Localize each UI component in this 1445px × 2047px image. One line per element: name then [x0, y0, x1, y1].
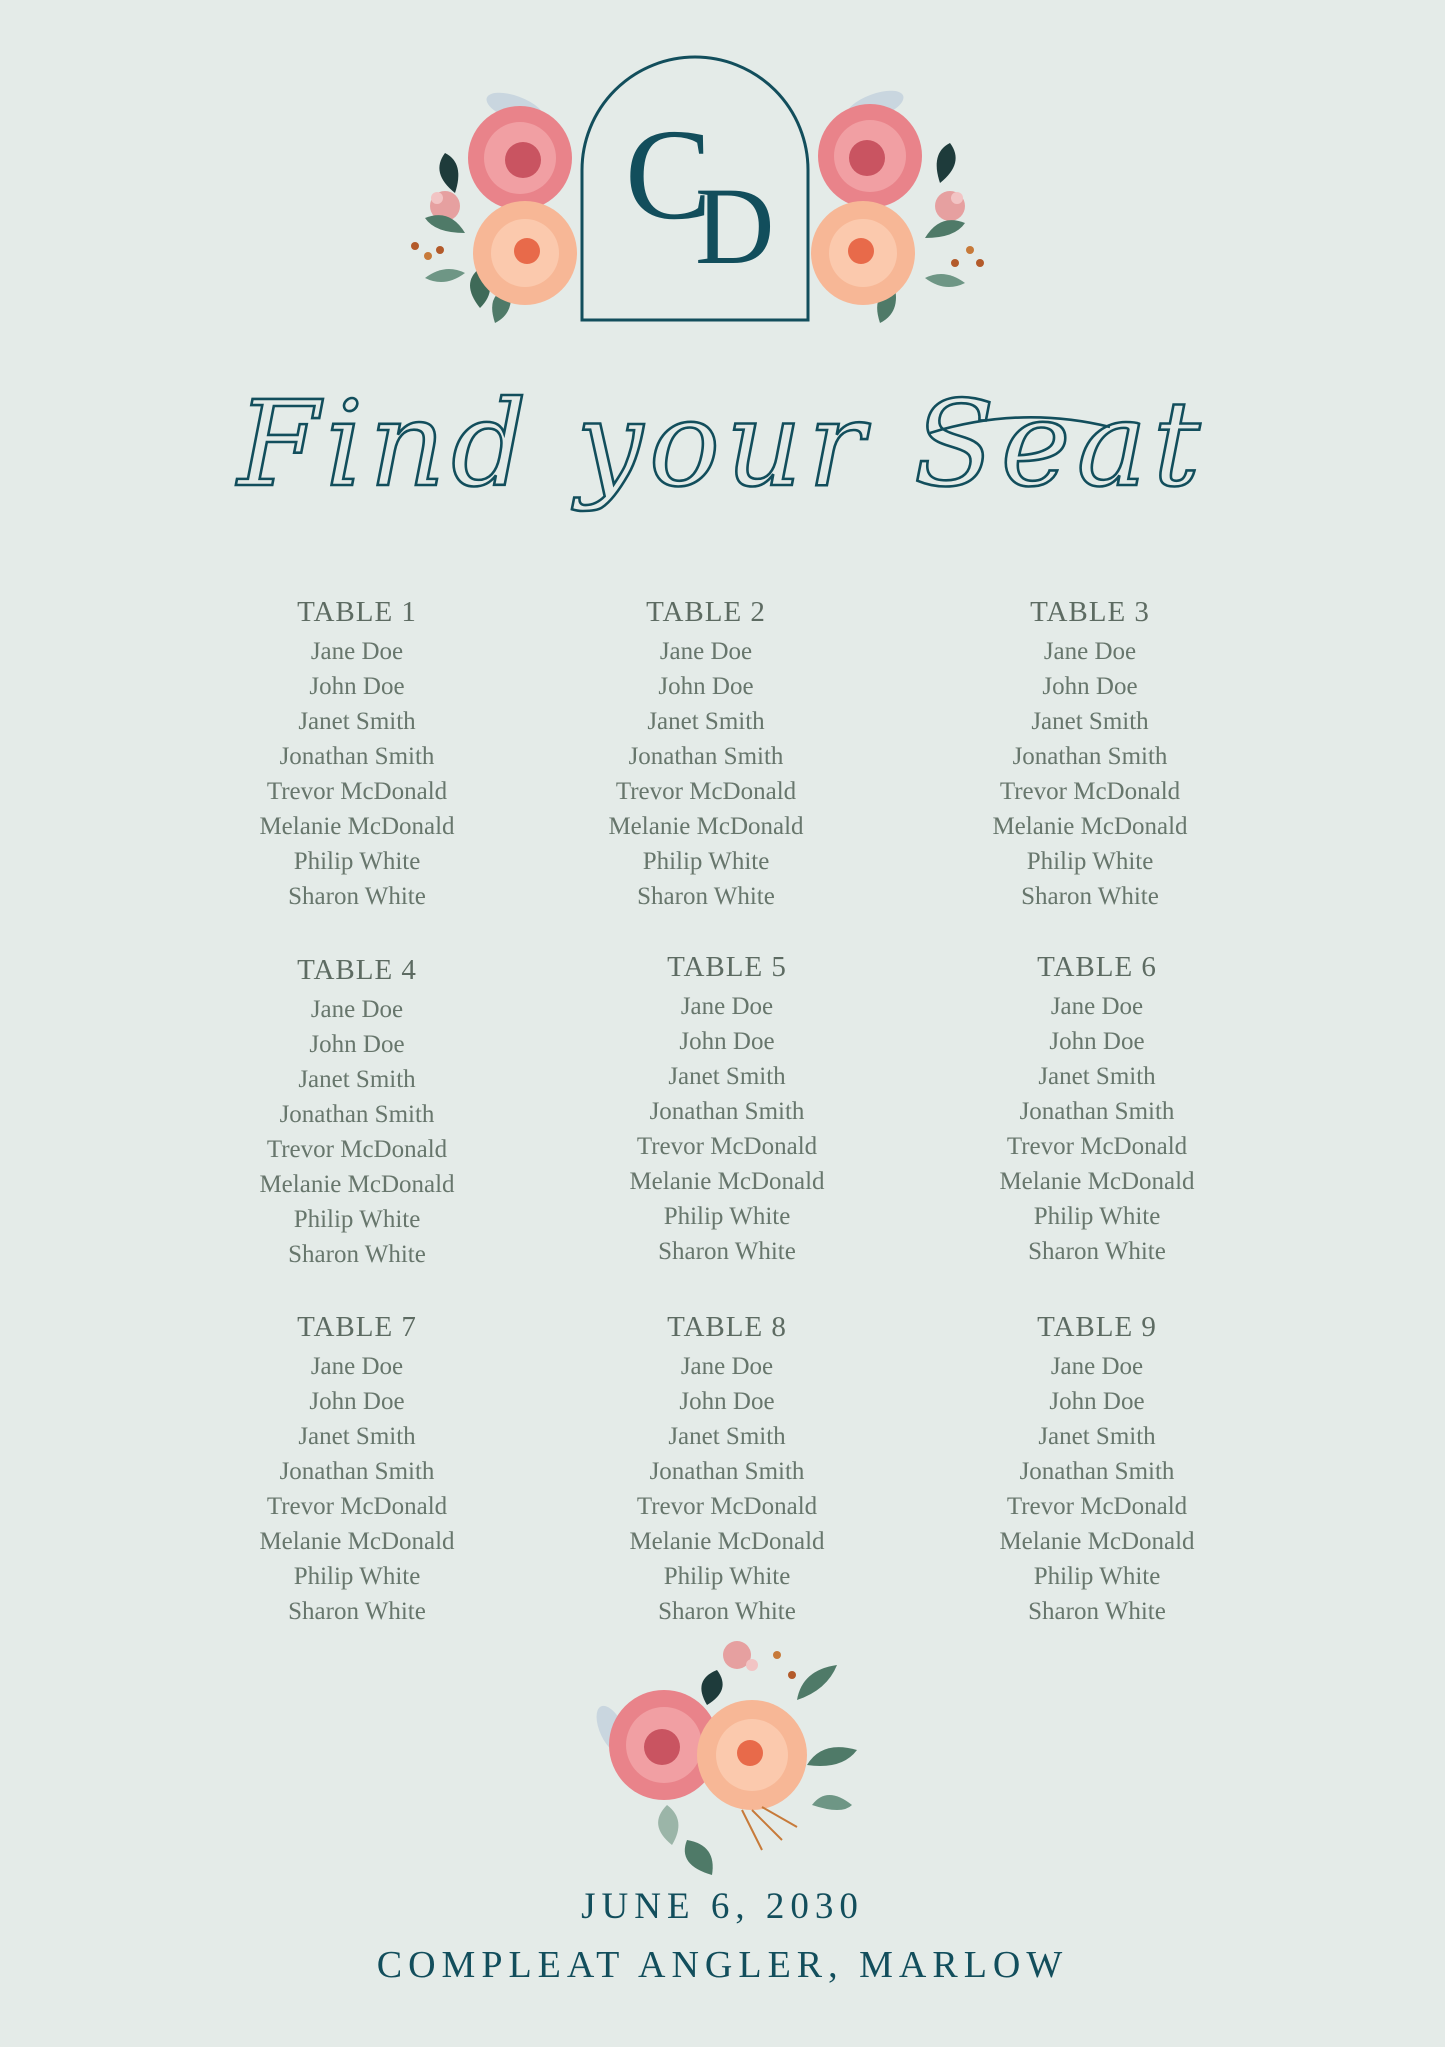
guest-name: Jane Doe [680, 993, 774, 1020]
guest-name: Janet Smith [1031, 708, 1149, 735]
table-title: TABLE 9 [1037, 1311, 1157, 1343]
table-block-5 [547, 945, 907, 1269]
table-title: TABLE 6 [1037, 951, 1157, 983]
guest-name: Trevor McDonald [1006, 1133, 1188, 1160]
guest-name: Sharon White [1028, 1238, 1166, 1265]
guest-name: John Doe [1042, 673, 1138, 700]
guest-name: Melanie McDonald [999, 1168, 1195, 1195]
guest-name: Melanie McDonald [608, 813, 804, 840]
guest-name: John Doe [309, 673, 405, 700]
table-title: TABLE 1 [297, 596, 417, 628]
table-title: TABLE 5 [667, 951, 787, 983]
guest-name: John Doe [679, 1388, 775, 1415]
monogram-letter-c: C [625, 103, 712, 247]
guest-name: Janet Smith [1038, 1423, 1156, 1450]
table-title: TABLE 2 [646, 596, 766, 628]
table-title: TABLE 3 [1030, 596, 1150, 628]
table-block-1 [177, 590, 537, 914]
guest-name: Trevor McDonald [266, 1493, 448, 1520]
guest-name: Janet Smith [668, 1423, 786, 1450]
guest-name: Melanie McDonald [259, 1171, 455, 1198]
guest-name: Trevor McDonald [615, 778, 797, 805]
guest-name: Jane Doe [1050, 1353, 1144, 1380]
event-date: JUNE 6, 2030 [581, 1886, 864, 1927]
guest-name: Melanie McDonald [629, 1528, 825, 1555]
table-block-3 [910, 590, 1270, 914]
heading [0, 355, 1445, 585]
guest-name: Jonathan Smith [1019, 1098, 1175, 1125]
table-block-7 [177, 1305, 537, 1629]
monogram-floral-illustration [395, 38, 995, 348]
guest-name: Sharon White [658, 1598, 796, 1625]
guest-name: Sharon White [288, 883, 426, 910]
guest-name: Jonathan Smith [1012, 743, 1168, 770]
guest-name: Jonathan Smith [279, 743, 435, 770]
guest-name: John Doe [1049, 1388, 1145, 1415]
guest-name: Jonathan Smith [628, 743, 784, 770]
guest-name: Trevor McDonald [636, 1493, 818, 1520]
guest-name: Janet Smith [668, 1063, 786, 1090]
guest-name: Janet Smith [298, 1066, 416, 1093]
guest-name: Janet Smith [298, 1423, 416, 1450]
guest-name: Philip White [293, 1206, 421, 1233]
guest-name: Melanie McDonald [259, 1528, 455, 1555]
guest-name: Sharon White [658, 1238, 796, 1265]
guest-name: Sharon White [637, 883, 775, 910]
guest-name: Jonathan Smith [649, 1458, 805, 1485]
bottom-floral-bouquet [592, 1635, 862, 1880]
guest-name: Janet Smith [647, 708, 765, 735]
guest-name: Sharon White [1028, 1598, 1166, 1625]
table-title: TABLE 8 [667, 1311, 787, 1343]
guest-name: John Doe [1049, 1028, 1145, 1055]
guest-name: Jonathan Smith [1019, 1458, 1175, 1485]
guest-name: Melanie McDonald [992, 813, 1188, 840]
guest-name: Janet Smith [1038, 1063, 1156, 1090]
right-floral-cluster [811, 84, 984, 323]
guest-name: Jonathan Smith [279, 1101, 435, 1128]
table-block-4 [177, 948, 537, 1272]
guest-name: Philip White [1026, 848, 1154, 875]
heading-text: Find your Seat [237, 375, 1207, 513]
table-block-9 [917, 1305, 1277, 1629]
guest-name: Trevor McDonald [266, 778, 448, 805]
guest-name: Melanie McDonald [259, 813, 455, 840]
guest-name: Philip White [293, 848, 421, 875]
guest-name: Jane Doe [310, 996, 404, 1023]
guest-name: Melanie McDonald [999, 1528, 1195, 1555]
guest-name: John Doe [679, 1028, 775, 1055]
guest-name: Jane Doe [310, 1353, 404, 1380]
guest-name: Sharon White [1021, 883, 1159, 910]
guest-name: Jane Doe [310, 638, 404, 665]
table-block-8 [547, 1305, 907, 1629]
guest-name: Sharon White [288, 1598, 426, 1625]
guest-name: Trevor McDonald [999, 778, 1181, 805]
guest-name: John Doe [309, 1031, 405, 1058]
guest-name: Philip White [293, 1563, 421, 1590]
table-block-2 [526, 590, 886, 914]
guest-name: Jane Doe [1043, 638, 1137, 665]
guest-name: Janet Smith [298, 708, 416, 735]
guest-name: Philip White [663, 1563, 791, 1590]
guest-name: John Doe [309, 1388, 405, 1415]
guest-name: Philip White [642, 848, 770, 875]
guest-name: Trevor McDonald [636, 1133, 818, 1160]
guest-name: Philip White [1033, 1563, 1161, 1590]
table-title: TABLE 7 [297, 1311, 417, 1343]
guest-name: Jane Doe [659, 638, 753, 665]
guest-name: Sharon White [288, 1241, 426, 1268]
guest-name: Trevor McDonald [266, 1136, 448, 1163]
guest-name: Philip White [663, 1203, 791, 1230]
guest-name: Jane Doe [680, 1353, 774, 1380]
guest-name: Jonathan Smith [279, 1458, 435, 1485]
table-title: TABLE 4 [297, 954, 417, 986]
left-floral-cluster [411, 86, 577, 323]
guest-name: John Doe [658, 673, 754, 700]
event-venue: COMPLEAT ANGLER, MARLOW [376, 1944, 1069, 1986]
table-block-6 [917, 945, 1277, 1269]
monogram-letter-d: D [695, 165, 775, 287]
guest-name: Jane Doe [1050, 993, 1144, 1020]
guest-name: Trevor McDonald [1006, 1493, 1188, 1520]
guest-name: Jonathan Smith [649, 1098, 805, 1125]
monogram-emblem [395, 38, 995, 348]
guest-name: Philip White [1033, 1203, 1161, 1230]
guest-name: Melanie McDonald [629, 1168, 825, 1195]
